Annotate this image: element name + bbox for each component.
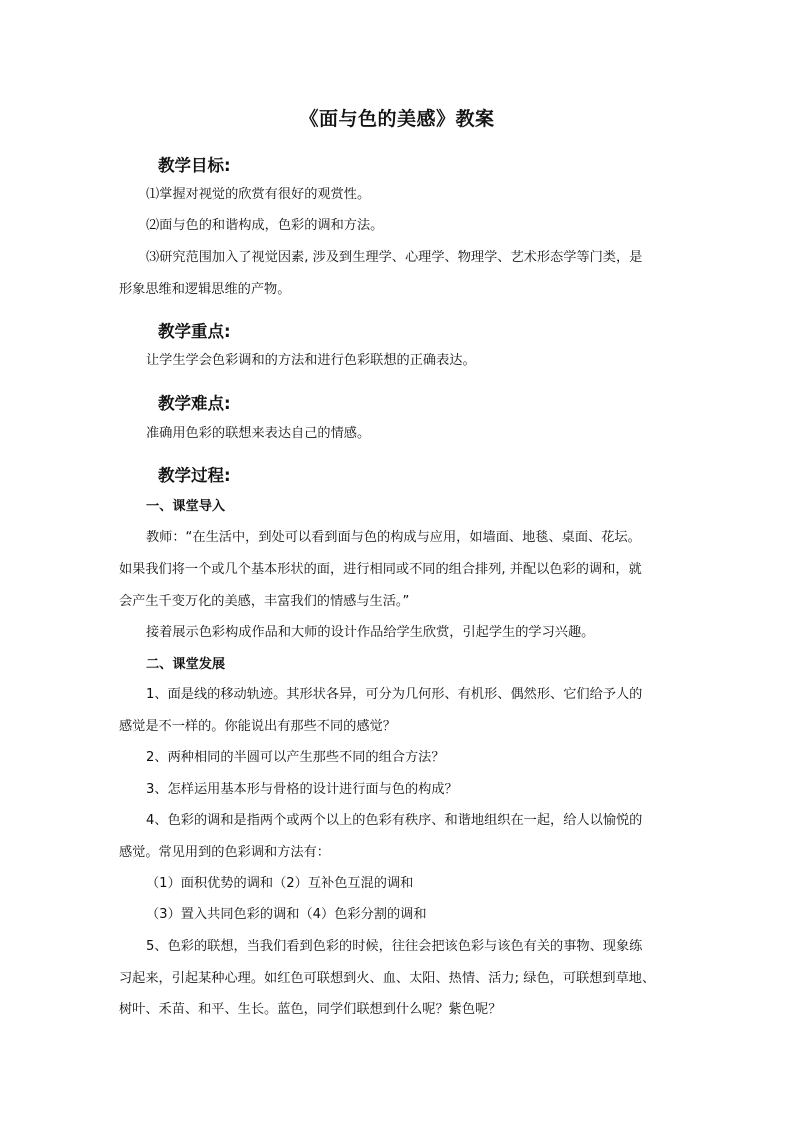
intro-line: 接着展示色彩构成作品和大师的设计作品给学生欣赏，引起学生的学习兴趣。 — [146, 625, 595, 640]
develop-line: （1）面积优势的调和（2）互补色互混的调和 — [146, 876, 414, 891]
goal-item-continued: 形象思维和逻辑思维的产物。 — [119, 282, 291, 297]
develop-line: 5、色彩的联想，当我们看到色彩的时候，往往会把该色彩与该色有关的事物、现象练 — [146, 939, 643, 954]
goals-heading: 教学目标: — [158, 156, 231, 175]
develop-line: 4、色彩的调和是指两个或两个以上的色彩有秩序、和谐地组织在一起，给人以愉悦的 — [146, 813, 643, 828]
develop-heading: 二、课堂发展 — [146, 657, 226, 672]
key-points-heading: 教学重点: — [158, 322, 231, 341]
intro-heading: 一、课堂导入 — [146, 499, 226, 514]
difficulty-text: 准确用色彩的联想来表达自己的情感。 — [146, 426, 371, 441]
key-points-text: 让学生学会色彩调和的方法和进行色彩联想的正确表达。 — [146, 353, 476, 368]
page-title: 《面与色的美感》教案 — [299, 108, 495, 130]
develop-line: 1、面是线的移动轨迹。其形状各异，可分为几何形、有机形、偶然形、它们给予人的 — [146, 687, 643, 702]
process-heading: 教学过程: — [158, 466, 231, 485]
develop-line: 感觉是不一样的。你能说出有那些不同的感觉？ — [119, 719, 396, 734]
develop-line: 2、两种相同的半圆可以产生那些不同的组合方法？ — [146, 750, 445, 765]
develop-line: 树叶、禾苗、和平、生长。蓝色，同学们联想到什么呢？紫色呢？ — [119, 1002, 502, 1017]
goal-item: ⑴掌握对视觉的欣赏有很好的观赏性。 — [146, 187, 371, 202]
develop-line: （3）置入共同色彩的调和（4）色彩分割的调和 — [146, 907, 427, 922]
goal-item: ⑵面与色的和谐构成，色彩的调和方法。 — [146, 218, 384, 233]
develop-line: 3、怎样运用基本形与骨格的设计进行面与色的构成？ — [146, 782, 458, 797]
develop-line: 感觉。常见用到的色彩调和方法有： — [119, 845, 330, 860]
intro-line: 如果我们将一个或几个基本形状的面，进行相同或不同的组合排列, 并配以色彩的调和，就 — [119, 562, 642, 577]
intro-line: 会产生千变万化的美感，丰富我们的情感与生活。” — [119, 594, 410, 609]
goal-item: ⑶研究范围加入了视觉因素, 涉及到生理学、心理学、物理学、艺术形态学等门类，是 — [146, 250, 643, 265]
intro-line: 教师：“在生活中，到处可以看到面与色的构成与应用，如墙面、地毯、桌面、花坛。 — [146, 530, 641, 545]
difficulty-heading: 教学难点: — [158, 394, 231, 413]
develop-line: 习起来，引起某种心理。如红色可联想到火、血、太阳、热情、活力; 绿色，可联想到草地、 — [119, 971, 656, 986]
